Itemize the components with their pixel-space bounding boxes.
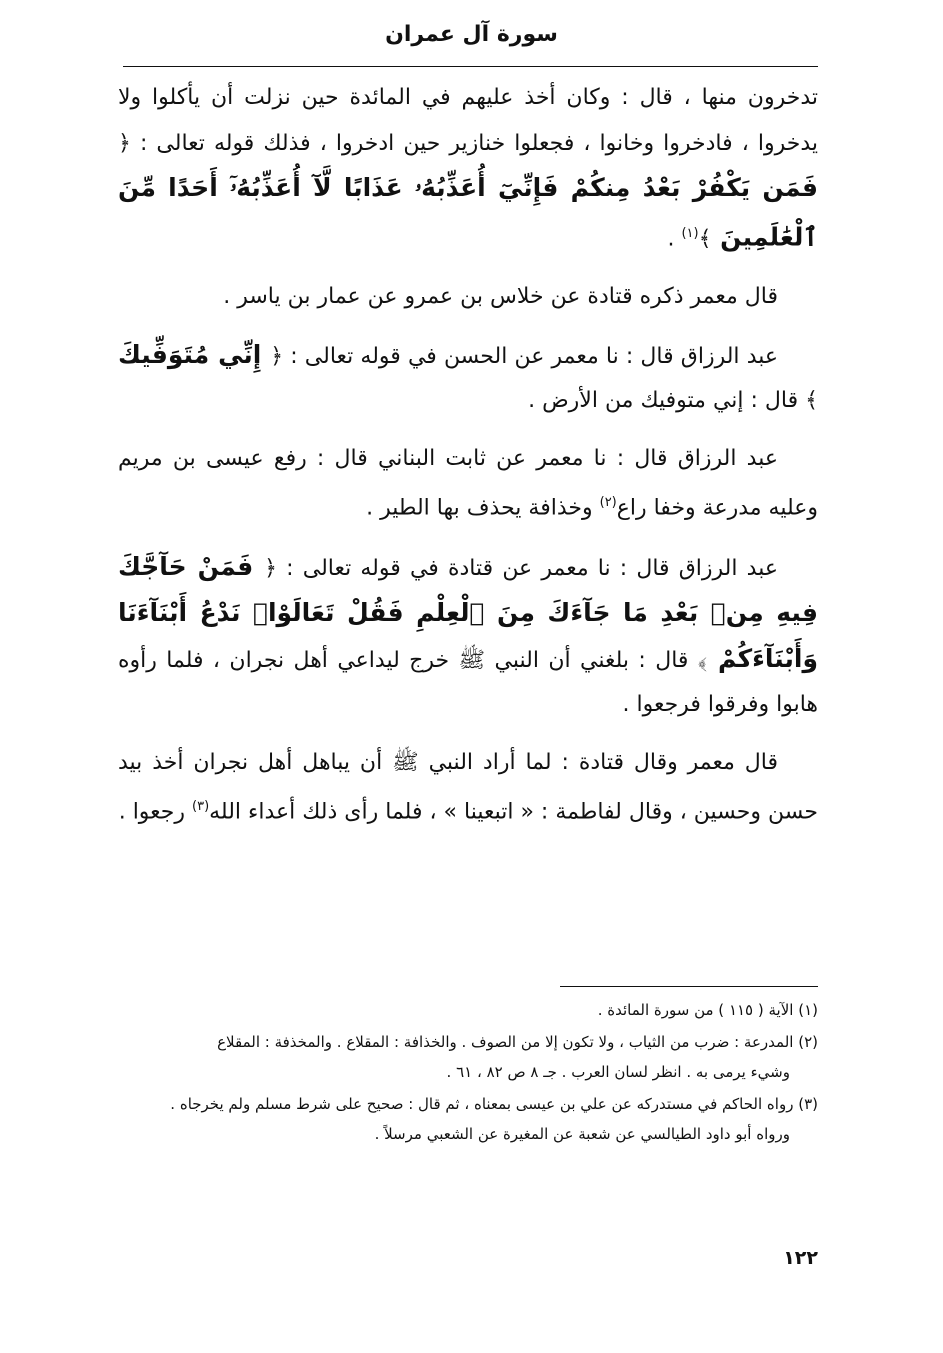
footnote-3 (118, 1089, 818, 1149)
footnote-text: الآية ( ١١٥ ) من سورة المائدة . (597, 1001, 794, 1019)
footnote-number: (٢) (798, 1033, 818, 1051)
footnote-2 (118, 1027, 818, 1087)
footnote-1 (118, 995, 818, 1025)
footnote-text-continued: وشيء يرمى به . انظر لسان العرب . جـ ٨ ص ٨٢ ، ٦١ . (446, 1063, 790, 1081)
quran-verse: فَمَنْ حَآجَّكَ فِيهِ مِنۢ بَعْدِ مَا جَآءَكَ مِنَ ٱلْعِلْمِ فَقُلْ تَعَالَوْا۟ نَدْعُ أَبْنَآءَنَا وَأَبْنَآءَكُمْ (118, 551, 818, 673)
paragraph-text: قال : بلغني أن النبي ﷺ خرج ليداعي أهل نجران ، فلما رأوه هابوا وفرقوا فرجعوا . (118, 647, 818, 717)
page-number: ١٢٢ (783, 1247, 818, 1269)
quran-close-bracket: ﴾ (697, 647, 707, 673)
quran-open-bracket: ﴿ (118, 131, 131, 156)
paragraph-text: تدخرون منها ، قال : وكان أخذ عليهم في المائدة حين نزلت أن يأكلوا ولا يدخروا ، فادخروا وخانوا ، فجعلوا خنازير حين ادخروا ، فذلك قوله تعالى : (118, 85, 818, 156)
paragraph-text: قال معمر وقال قتادة : لما أراد النبي ﷺ أن يباهل أهل نجران أخذ بيد حسن وحسين ، وقال لفاطمة : « اتبعينا » ، فلما رأى ذلك أعداء الله (118, 749, 818, 824)
paragraph-text: رجعوا . (118, 798, 192, 824)
paragraph-text: قال معمر ذكره قتادة عن خلاس بن عمرو عن عمار بن ياسر . (223, 284, 778, 310)
paragraph-text: وخذافة يحذف بها الطير . (366, 495, 600, 521)
footnotes (118, 995, 818, 1151)
paragraph-3 (118, 333, 818, 423)
footnote-ref-3: (٣) (192, 798, 210, 814)
quran-open-bracket: ﴿ (264, 555, 277, 581)
footnote-divider (560, 986, 818, 987)
header-divider (123, 66, 818, 67)
quran-verse: إِنِّي مُتَوَفِّيكَ (118, 340, 271, 370)
quran-close-bracket: ﴾ (805, 388, 818, 414)
paragraph-text: عبد الرزاق قال : نا معمر عن الحسن في قوله تعالى : (283, 344, 779, 370)
paragraph-4 (118, 437, 818, 530)
paragraph-text: عبد الرزاق قال : نا معمر عن قتادة في قوله تعالى : (276, 555, 778, 581)
footnote-ref-2: (٢) (599, 495, 617, 511)
quran-verse: فَمَن يَكْفُرْ بَعْدُ مِنكُمْ فَإِنِّيٓ أُعَذِّبُهُۥ عَذَابًا لَّآ أُعَذِّبُهُۥٓ أَحَدًا مِّنَ ٱلْعَٰلَمِينَ (118, 173, 818, 252)
paragraph-5 (118, 545, 818, 727)
paragraph-text: قال : إني متوفيك من الأرض . (528, 388, 806, 414)
footnote-text: المدرعة : ضرب من الثياب ، ولا تكون إلا من الصوف . والخذافة : المقلاع . والمخذفة : المقلاع (217, 1033, 794, 1051)
paragraph-text: . (667, 226, 682, 252)
running-header-title: سورة آل عمران (385, 22, 558, 47)
quran-close-bracket: ﴾ (698, 226, 712, 252)
footnote-ref-1: (١) (681, 226, 699, 241)
paragraph-text: عبد الرزاق قال : نا معمر عن ثابت البناني قال : رفع عيسى بن مريم وعليه مدرعة وخفا راع (118, 446, 818, 521)
footnote-number: (١) (798, 1001, 818, 1019)
main-text (118, 76, 818, 848)
paragraph-2 (118, 275, 818, 319)
paragraph-6 (118, 741, 818, 834)
quran-open-bracket: ﴿ (270, 344, 284, 370)
footnote-number: (٣) (798, 1095, 818, 1113)
paragraph-1 (118, 76, 818, 261)
footnote-text: رواه الحاكم في مستدركه عن علي بن عيسى بمعناه ، ثم قال : صحيح على شرط مسلم ولم يخرجاه . (170, 1095, 794, 1113)
footnote-text-continued: ورواه أبو داود الطيالسي عن شعبة عن المغيرة عن الشعبي مرسلاً . (374, 1125, 790, 1143)
